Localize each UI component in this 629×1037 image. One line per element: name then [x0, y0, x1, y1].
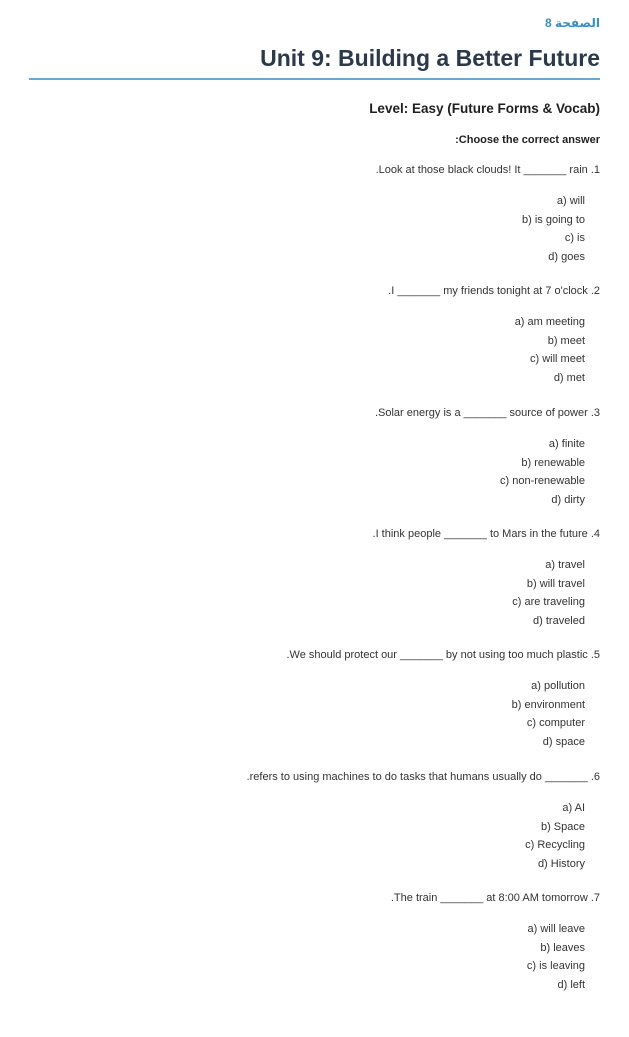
- option-c[interactable]: c) will meet: [529, 353, 585, 365]
- option-d[interactable]: d) dirty: [551, 493, 585, 506]
- page-number: الصفحة 8: [544, 16, 600, 30]
- options-list: [515, 313, 585, 387]
- option-d[interactable]: d) History: [537, 857, 585, 870]
- question-text: .refers to using machines to do tasks that humans usually do _______ .6: [246, 771, 600, 783]
- option-d[interactable]: d) traveled: [533, 614, 585, 627]
- option-c[interactable]: c) is: [564, 232, 585, 244]
- unit-title: Unit 9: Building a Better Future: [260, 45, 600, 71]
- option-c[interactable]: c) is leaving: [526, 960, 585, 972]
- option-b[interactable]: b) Space: [540, 820, 585, 833]
- option-b[interactable]: b) meet: [547, 334, 585, 347]
- options-list: [500, 435, 585, 509]
- options-list: [522, 192, 585, 266]
- level-heading: Level: Easy (Future Forms & Vocab): [369, 101, 600, 116]
- option-a[interactable]: a) travel: [545, 559, 585, 571]
- option-a[interactable]: a) finite: [548, 438, 585, 450]
- option-b[interactable]: b) is going to: [522, 213, 585, 226]
- option-a[interactable]: a) will leave: [527, 923, 585, 935]
- option-b[interactable]: b) leaves: [540, 941, 585, 954]
- option-b[interactable]: b) environment: [511, 698, 585, 711]
- option-d[interactable]: d) left: [557, 978, 585, 991]
- options-list: [525, 799, 585, 873]
- option-a[interactable]: a) AI: [562, 802, 585, 814]
- option-b[interactable]: b) will travel: [526, 577, 585, 590]
- options-list: [512, 677, 585, 751]
- question-text: .Solar energy is a _______ source of power .3: [374, 407, 600, 419]
- question-text: .I think people _______ to Mars in the future .4: [372, 528, 600, 540]
- option-c[interactable]: c) computer: [526, 717, 585, 729]
- option-d[interactable]: d) goes: [548, 250, 585, 263]
- option-c[interactable]: c) Recycling: [525, 839, 585, 851]
- question-text: .We should protect our _______ by not using too much plastic .5: [286, 649, 600, 661]
- option-a[interactable]: a) will: [556, 195, 585, 207]
- question-text: .The train _______ at 8:00 AM tomorrow .7: [390, 892, 600, 904]
- worksheet-page: [29, 0, 600, 1037]
- option-a[interactable]: a) pollution: [531, 680, 585, 692]
- question-text: .I _______ my friends tonight at 7 o'clock .2: [388, 285, 600, 297]
- option-c[interactable]: c) are traveling: [512, 596, 585, 608]
- title-divider: [29, 78, 600, 80]
- option-d[interactable]: d) met: [553, 371, 585, 384]
- option-b[interactable]: b) renewable: [521, 456, 585, 469]
- option-d[interactable]: d) space: [542, 735, 585, 748]
- option-c[interactable]: c) non-renewable: [500, 475, 585, 487]
- instructions: :Choose the correct answer: [455, 134, 600, 146]
- options-list: [512, 556, 585, 630]
- options-list: [527, 920, 585, 994]
- question-text: .Look at those black clouds! It _______ rain .1: [375, 164, 600, 176]
- option-a[interactable]: a) am meeting: [514, 316, 585, 328]
